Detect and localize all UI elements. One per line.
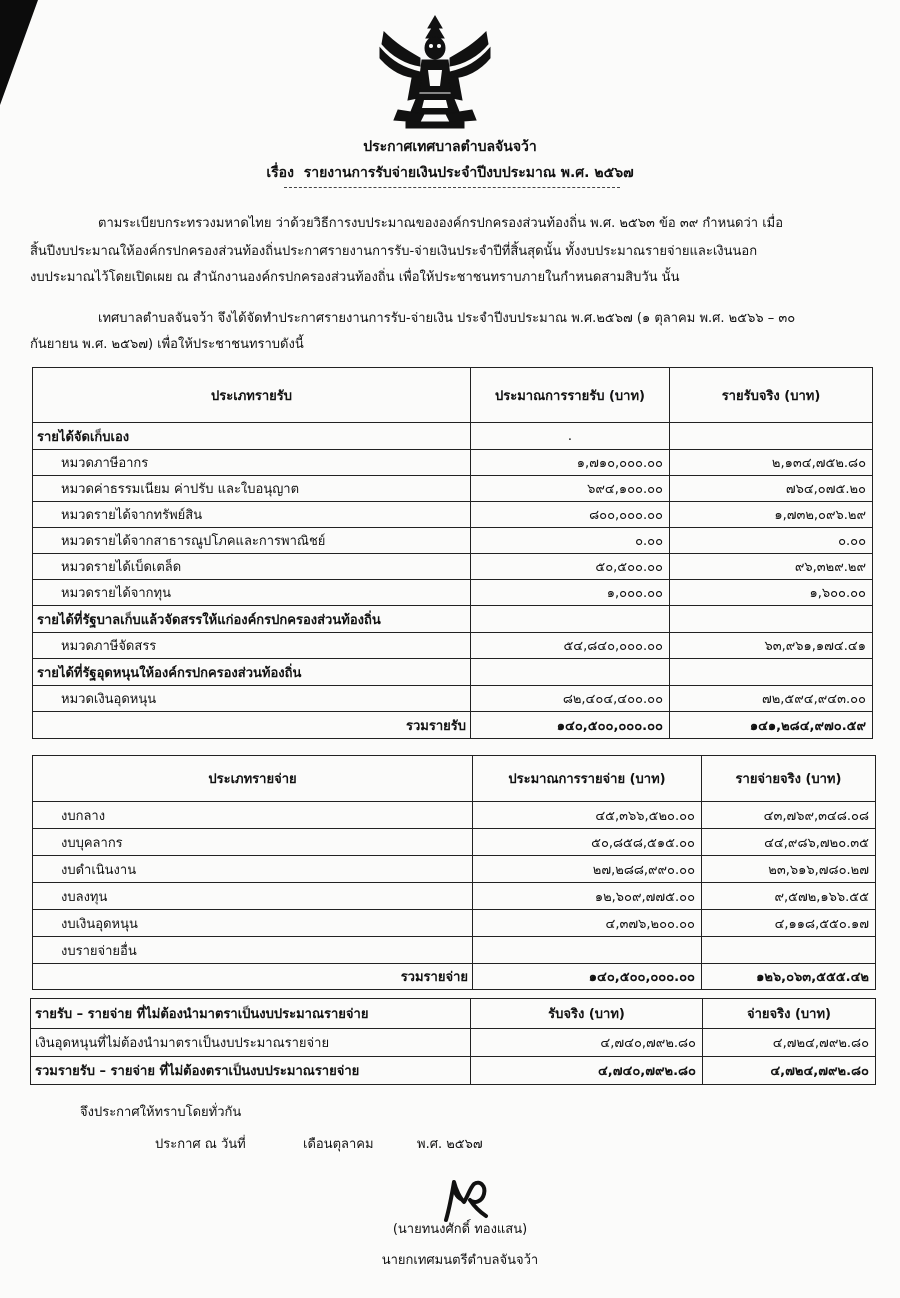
garuda-emblem: [376, 14, 494, 132]
empty-cell: [670, 606, 873, 633]
offbudget-total-received: ๔,๗๔๐,๗๙๒.๘๐: [471, 1057, 703, 1085]
expense-type-header: ประเภทรายจ่าย: [33, 756, 473, 802]
title-divider: [284, 187, 620, 188]
income-category: หมวดค่าธรรมเนียม ค่าปรับ และใบอนุญาต: [33, 476, 471, 502]
expense-category: งบกลาง: [33, 802, 473, 829]
income-total-actual: ๑๔๑,๒๘๔,๙๗๐.๕๙: [670, 712, 873, 739]
table-row: [33, 883, 876, 910]
date-year: พ.ศ. ๒๕๖๗: [417, 1137, 483, 1152]
expense-actual: ๔,๑๑๘,๕๕๐.๑๗: [702, 910, 876, 937]
offbudget-item: เงินอุดหนุนที่ไม่ต้องนำมาตราเป็นงบประมาณรายจ่าย: [31, 1029, 471, 1057]
scan-shadow-corner: [0, 0, 38, 105]
income-actual: ๒,๑๓๔,๗๕๒.๘๐: [670, 450, 873, 476]
income-estimate: ๕๔,๘๔๐,๐๐๐.๐๐: [471, 633, 670, 659]
intro-p2-line2: กันยายน พ.ศ. ๒๕๖๗) เพื่อให้ประชาชนทราบดังนี้: [30, 337, 304, 352]
expense-actual: ๙,๕๗๒,๑๖๖.๕๕: [702, 883, 876, 910]
table-row: [33, 633, 873, 659]
table-row: [31, 1029, 876, 1057]
expense-table: [32, 755, 876, 990]
table-row: [33, 528, 873, 554]
income-actual: ๑,๖๐๐.๐๐: [670, 580, 873, 606]
empty-cell: [670, 659, 873, 686]
offbudget-total-paid: ๔,๗๒๔,๗๙๒.๘๐: [703, 1057, 876, 1085]
table-row: [33, 802, 876, 829]
announce-text: จึงประกาศให้ทราบโดยทั่วกัน: [80, 1105, 242, 1120]
empty-cell: [670, 423, 873, 450]
table-row: [33, 829, 876, 856]
income-group-mark: .: [471, 423, 670, 450]
table-row: [33, 937, 876, 964]
expense-estimate-header: ประมาณการรายจ่าย (บาท): [473, 756, 702, 802]
intro-p1-line1: ตามระเบียบกระทรวงมหาดไทย ว่าด้วยวิธีการงบประมาณขององค์กรปกครองส่วนท้องถิ่น พ.ศ. ๒๕๖๓ ข้อ ๓๙ กำหนดว่า เมื่อ: [98, 216, 784, 231]
income-estimate: ๘๒,๔๐๔,๔๐๐.๐๐: [471, 686, 670, 712]
signer-title: นายกเทศมนตรีตำบลจันจว้า: [381, 1253, 539, 1268]
expense-category: งบลงทุน: [33, 883, 473, 910]
income-category: หมวดภาษีอากร: [33, 450, 471, 476]
income-table: [32, 367, 873, 739]
expense-estimate: ๔๕,๓๖๖,๕๒๐.๐๐: [473, 802, 702, 829]
table-row: [33, 910, 876, 937]
income-group-label: รายได้จัดเก็บเอง: [33, 423, 471, 450]
expense-header-row: [33, 756, 876, 802]
empty-cell: [471, 606, 670, 633]
offbudget-total-row: [31, 1057, 876, 1085]
income-category: หมวดรายได้เบ็ดเตล็ด: [33, 554, 471, 580]
income-estimate: ๐.๐๐: [471, 528, 670, 554]
intro-p1-line2: สิ้นปีงบประมาณให้องค์กรปกครองส่วนท้องถิ่นประกาศรายงานการรับ-จ่ายเงินประจำปีที่สิ้นสุดนั้น ทั้งงบประมาณรายจ่ายและเงินนอก: [30, 244, 758, 259]
offbudget-received-header: รับจริง (บาท): [471, 999, 703, 1029]
date-month: เดือนตุลาคม: [303, 1137, 374, 1152]
expense-category: งบบุคลากร: [33, 829, 473, 856]
expense-category: งบรายจ่ายอื่น: [33, 937, 473, 964]
income-category: หมวดรายได้จากสาธารณูปโภคและการพาณิชย์: [33, 528, 471, 554]
expense-actual: ๒๓,๖๑๖,๗๘๐.๒๗: [702, 856, 876, 883]
expense-actual: [702, 937, 876, 964]
offbudget-table: [30, 998, 876, 1085]
table-row: [33, 554, 873, 580]
table-row: [33, 686, 873, 712]
income-group-label: รายได้ที่รัฐอุดหนุนให้องค์กรปกครองส่วนท้องถิ่น: [33, 659, 471, 686]
income-category: หมวดเงินอุดหนุน: [33, 686, 471, 712]
offbudget-total-label: รวมรายรับ – รายจ่าย ที่ไม่ต้องตราเป็นงบประมาณรายจ่าย: [31, 1057, 471, 1085]
income-category: หมวดรายได้จากทรัพย์สิน: [33, 502, 471, 528]
expense-category: งบเงินอุดหนุน: [33, 910, 473, 937]
signer-name: (นายทนงศักดิ์ ทองแสน): [392, 1222, 528, 1237]
income-category: หมวดภาษีจัดสรร: [33, 633, 471, 659]
table-row: [33, 856, 876, 883]
income-group-row: [33, 423, 873, 450]
subject-text: รายงานการรับจ่ายเงินประจำปีงบประมาณ พ.ศ. ๒๕๖๗: [303, 165, 634, 181]
table-row: [33, 476, 873, 502]
income-type-header: ประเภทรายรับ: [33, 368, 471, 423]
subject-label: เรื่อง: [266, 165, 294, 181]
table-row: [33, 580, 873, 606]
income-group-row: [33, 606, 873, 633]
expense-estimate: ๕๐,๘๕๘,๕๑๕.๐๐: [473, 829, 702, 856]
income-group-label: รายได้ที่รัฐบาลเก็บแล้วจัดสรรให้แก่องค์กรปกครองส่วนท้องถิ่น: [33, 606, 471, 633]
expense-category: งบดำเนินงาน: [33, 856, 473, 883]
income-actual: ๖๓,๙๖๑,๑๗๔.๔๑: [670, 633, 873, 659]
income-header-row: [33, 368, 873, 423]
announcement-subject: [0, 162, 900, 184]
offbudget-paid-header: จ่ายจริง (บาท): [703, 999, 876, 1029]
income-estimate: ๖๙๔,๑๐๐.๐๐: [471, 476, 670, 502]
offbudget-header-row: [31, 999, 876, 1029]
expense-total-label: รวมรายจ่าย: [33, 964, 473, 990]
expense-estimate: [473, 937, 702, 964]
expense-actual: ๔๓,๗๖๙,๓๔๘.๐๘: [702, 802, 876, 829]
income-estimate: ๑,๐๐๐.๐๐: [471, 580, 670, 606]
income-actual: ๗๒,๕๙๔,๙๔๓.๐๐: [670, 686, 873, 712]
offbudget-received: ๔,๗๔๐,๗๙๒.๘๐: [471, 1029, 703, 1057]
income-actual: ๗๖๔,๐๗๕.๒๐: [670, 476, 873, 502]
income-actual: ๙๖,๓๒๙.๒๙: [670, 554, 873, 580]
income-actual: ๑,๗๓๒,๐๙๖.๒๙: [670, 502, 873, 528]
income-total-label: รวมรายรับ: [33, 712, 471, 739]
income-actual-header: รายรับจริง (บาท): [670, 368, 873, 423]
income-category: หมวดรายได้จากทุน: [33, 580, 471, 606]
expense-estimate: ๑๒,๖๐๙,๗๗๕.๐๐: [473, 883, 702, 910]
expense-estimate: ๔,๓๗๖,๒๐๐.๐๐: [473, 910, 702, 937]
income-estimate: ๑,๗๑๐,๐๐๐.๐๐: [471, 450, 670, 476]
income-group-row: [33, 659, 873, 686]
income-estimate: ๘๐๐,๐๐๐.๐๐: [471, 502, 670, 528]
intro-p2-line1: เทศบาลตำบลจันจว้า จึงได้จัดทำประกาศรายงานการรับ-จ่ายเงิน ประจำปีงบประมาณ พ.ศ.๒๕๖๗ (๑ ตุลาคม พ.ศ. ๒๕๖๖ – ๓๐: [98, 311, 796, 326]
date-label: ประกาศ ณ วันที่: [155, 1137, 246, 1152]
income-total-row: [33, 712, 873, 739]
table-row: [33, 502, 873, 528]
table-row: [33, 450, 873, 476]
income-estimate-header: ประมาณการรายรับ (บาท): [471, 368, 670, 423]
income-estimate: ๕๐,๕๐๐.๐๐: [471, 554, 670, 580]
expense-total-row: [33, 964, 876, 990]
expense-actual: ๔๔,๙๘๖,๗๒๐.๓๕: [702, 829, 876, 856]
expense-estimate: ๒๗,๒๘๘,๙๙๐.๐๐: [473, 856, 702, 883]
income-actual: ๐.๐๐: [670, 528, 873, 554]
expense-total-actual: ๑๒๖,๐๖๓,๕๕๕.๔๒: [702, 964, 876, 990]
expense-actual-header: รายจ่ายจริง (บาท): [702, 756, 876, 802]
announcement-title: ประกาศเทศบาลตำบลจันจว้า: [363, 139, 537, 155]
offbudget-type-header: รายรับ – รายจ่าย ที่ไม่ต้องนำมาตราเป็นงบประมาณรายจ่าย: [31, 999, 471, 1029]
expense-total-estimate: ๑๔๐,๕๐๐,๐๐๐.๐๐: [473, 964, 702, 990]
income-total-estimate: ๑๔๐,๕๐๐,๐๐๐.๐๐: [471, 712, 670, 739]
offbudget-paid: ๔,๗๒๔,๗๙๒.๘๐: [703, 1029, 876, 1057]
intro-p1-line3: งบประมาณไว้โดยเปิดเผย ณ สำนักงานองค์กรปกครองส่วนท้องถิ่น เพื่อให้ประชาชนทราบภายในกำหนดสามสิบวัน นั้น: [30, 270, 680, 285]
empty-cell: [471, 659, 670, 686]
